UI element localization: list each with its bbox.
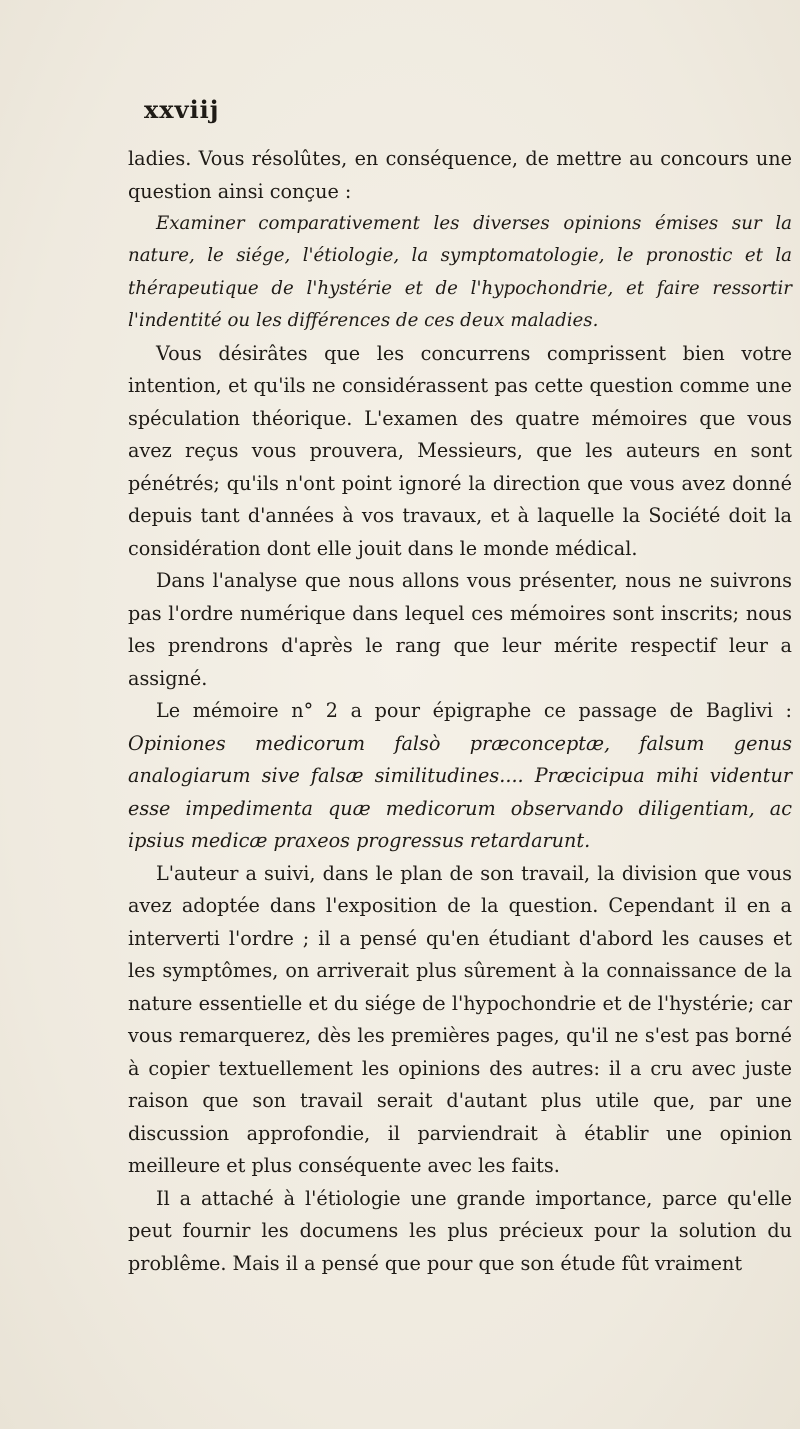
page-number: xxviij — [144, 95, 220, 124]
epigraph-intro: Le mémoire n° 2 a pour épigraphe ce passage de Baglivi : — [156, 699, 792, 723]
paragraph-continuation: ladies. Vous résolûtes, en conséquence, de mettre au concours une question ainsi conçue : — [128, 147, 792, 203]
paragraph-intent: Vous désirâtes que les concurrens comprissent bien votre intention, et qu'ils ne considérassent pas cette question comme une spéculation théorique. L'examen des quatre mémoires que vous avez reçus vous prouvera, Messieurs, que les auteurs en sont pénétrés; qu'ils n'ont point ignoré la direction que vous avez donné depuis tant d'années à vos travaux, et à laquelle la Société doit la considération dont elle jouit dans le monde médical. — [128, 341, 792, 560]
baglivi-quotation: Opiniones medicorum falsò præconceptæ, falsum genus analogiarum sive falsæ similitudines.... Præcicipua mihi videntur esse impedimenta quæ medicorum observando diligentiam, ac ipsius medicæ praxeos progressus retardarunt. — [128, 731, 792, 853]
prize-question: Examiner comparativement les diverses opinions émises sur la nature, le siége, l'étiologie, la symptomatologie, le pronostic et la thérapeutique de l'hystérie et de l'hypochondrie, et faire ressortir l'indentité ou les différences de ces deux maladies. — [128, 213, 792, 332]
body-text — [128, 143, 792, 1280]
paragraph-analysis-order: Dans l'analyse que nous allons vous présenter, nous ne suivrons pas l'ordre numérique dans lequel ces mémoires sont inscrits; nous les prendrons d'après le rang que leur mérite respectif leur a assigné. — [128, 569, 792, 690]
paragraph-author-plan: L'auteur a suivi, dans le plan de son travail, la division que vous avez adoptée dans l'exposition de la question. Cependant il en a interverti l'ordre ; il a pensé qu'en étudiant d'abord les causes et les symptômes, on arriverait plus sûrement à la connaissance de la nature essentielle et du siége de l'hypochondrie et de l'hystérie; car vous remarquerez, dès les premières pages, qu'il ne s'est pas borné à copier textuellement les opinions des autres: il a cru avec juste raison que son travail serait d'autant plus utile que, par une discussion approfondie, il parviendrait à établir une opinion meilleure et plus conséquente avec les faits. — [128, 861, 792, 1178]
paragraph-etiology: Il a attaché à l'étiologie une grande importance, parce qu'elle peut fournir les documens les plus précieux pour la solution du problême. Mais il a pensé que pour que son étude fût vraiment — [128, 1186, 792, 1275]
paragraph-memoir-epigraph — [128, 695, 792, 858]
